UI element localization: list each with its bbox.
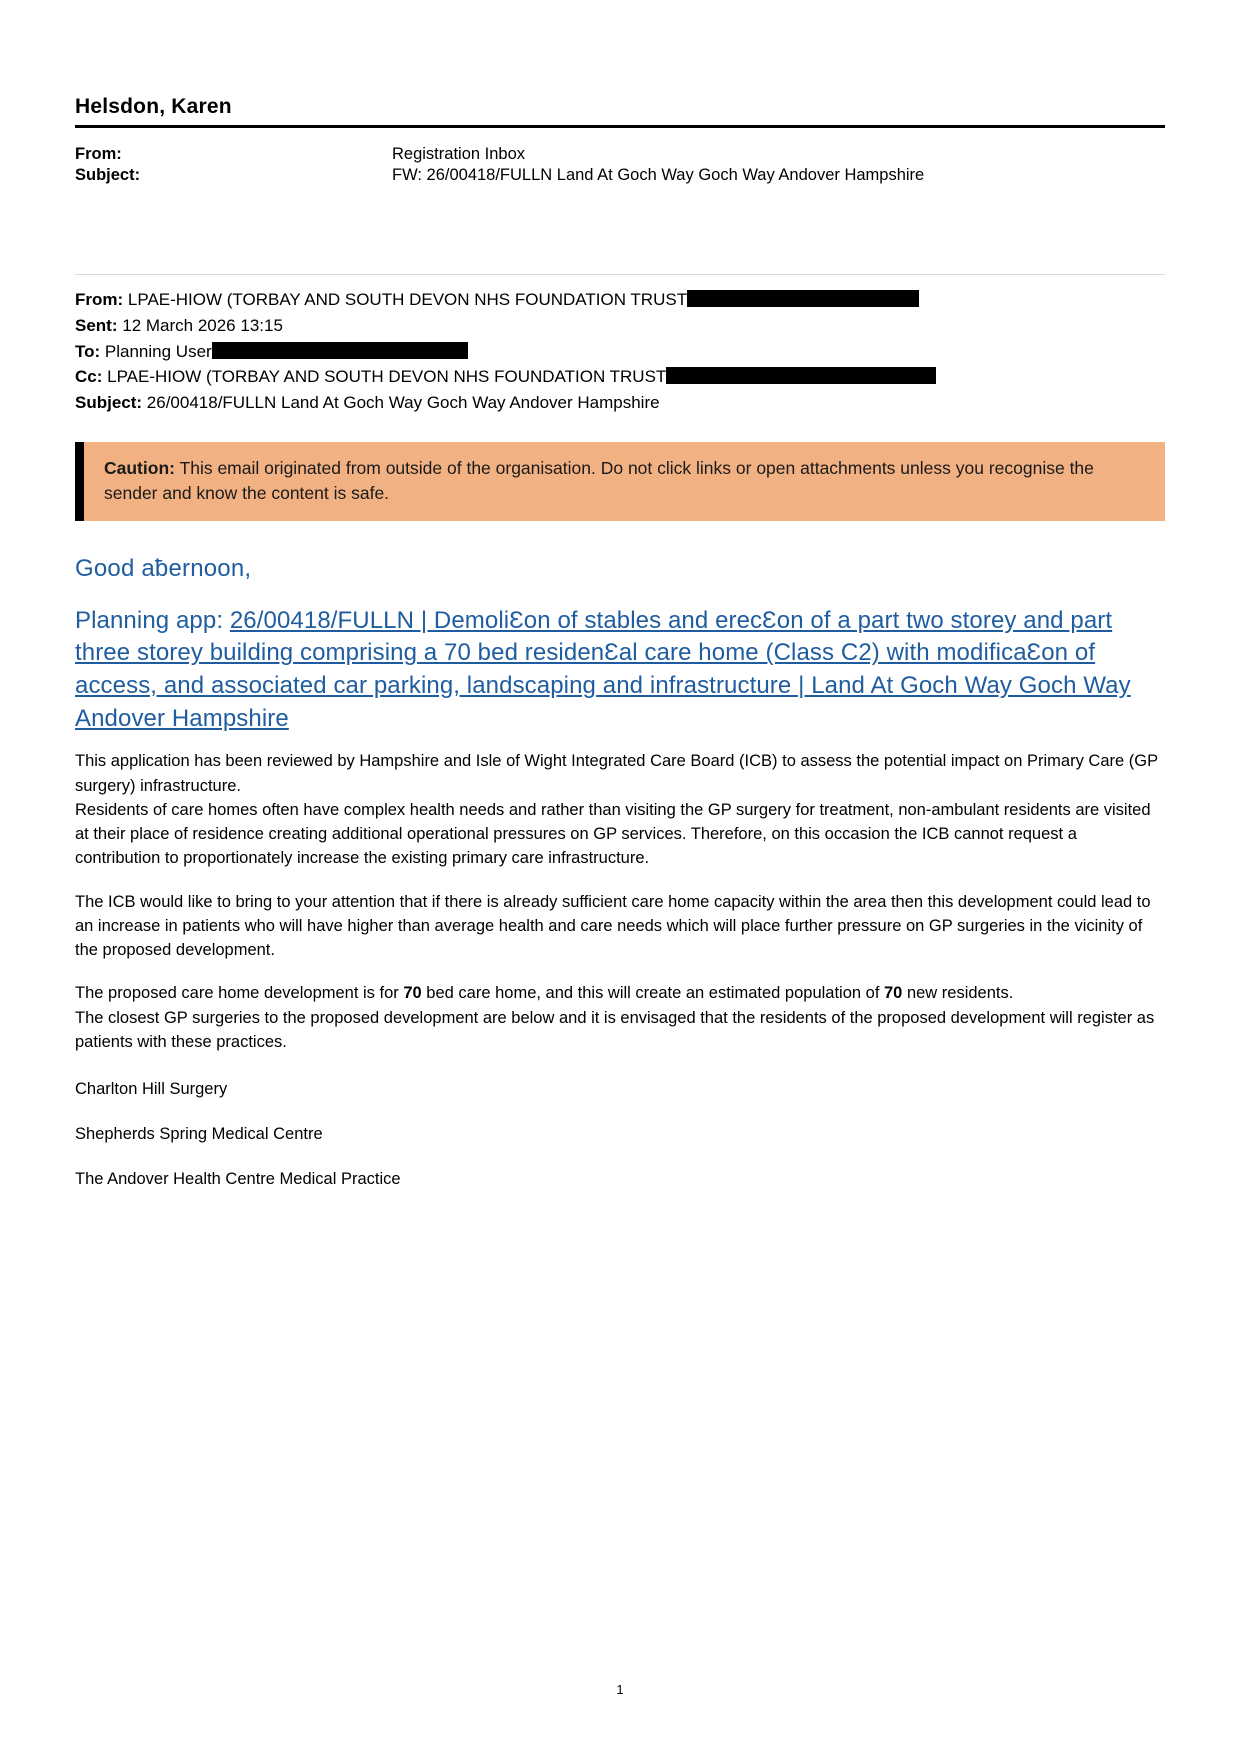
caution-label: Caution: <box>104 458 175 479</box>
care-home-text-1: The proposed care home development is for <box>75 984 404 1003</box>
paragraph-gap <box>75 871 1165 890</box>
original-sent-value: 12 March 2026 13:15 <box>122 315 283 335</box>
planning-app-line <box>75 605 1165 736</box>
planning-application-link[interactable]: 26/00418/FULLN | DemoliƐon of stables and erecƐon of a part two storey and part three storey building comprising a 70 bed residenƐal care home (Class C2) with modificaƐon of access, and associated car parking, landscaping and infrastructure | Land At Goch Way Goch Way Andover Hampshire <box>75 606 1131 732</box>
header-value-subject: FW: 26/00418/FULLN Land At Goch Way Goch Way Andover Hampshire <box>392 166 925 184</box>
original-from-line <box>75 287 1165 313</box>
header-label-from: From: <box>75 145 122 163</box>
section-divider <box>75 274 1165 275</box>
paragraph-review: This application has been reviewed by Hampshire and Isle of Wight Integrated Care Board (ICB) to assess the potential impact on Primary Care (GP surgery) infrastructure. <box>75 752 1158 795</box>
redaction-bar <box>666 367 936 384</box>
redaction-bar <box>212 342 468 359</box>
body-paragraphs <box>75 749 1165 1054</box>
paragraph-care-home-size <box>75 981 1165 1005</box>
paragraph-gap <box>75 962 1165 981</box>
page-number: 1 <box>616 1682 624 1697</box>
original-subject-value: 26/00418/FULLN Land At Goch Way Goch Way Andover Hampshire <box>146 393 660 413</box>
practice-item: Charlton Hill Surgery <box>75 1080 228 1099</box>
care-home-resident-count: 70 <box>884 984 903 1003</box>
original-cc-label: Cc: <box>75 367 103 387</box>
table-row <box>75 165 924 186</box>
care-home-text-3: new residents. <box>902 984 1014 1003</box>
original-to-label: To: <box>75 341 101 361</box>
planning-app-label: Planning app: <box>75 606 230 634</box>
original-sent-line <box>75 313 1165 339</box>
caution-text: This email originated from outside of the organisation. Do not click links or open attachments unless you recognise the sender and know the content is safe. <box>104 458 1094 503</box>
original-to-line <box>75 339 1165 365</box>
original-subject-line <box>75 390 1165 416</box>
practice-item: Shepherds Spring Medical Centre <box>75 1125 323 1144</box>
original-subject-label: Subject: <box>75 393 143 413</box>
original-from-label: From: <box>75 290 124 309</box>
header-label-subject: Subject: <box>75 166 141 184</box>
header-spacer <box>75 186 1165 274</box>
original-message-header <box>75 287 1165 416</box>
practice-item: The Andover Health Centre Medical Practice <box>75 1170 401 1189</box>
greeting-text: Good aƀernoon, <box>75 554 252 582</box>
header-value-from: Registration Inbox <box>392 145 525 163</box>
care-home-text-2: bed care home, and this will create an estimated population of <box>421 984 884 1003</box>
paragraph-capacity: The ICB would like to bring to your attention that if there is already sufficient care home capacity within the area then this development could lead to an increase in patients who will have higher than average health and care needs which will place further pressure on GP surgeries in the vicinity of the proposed development. <box>75 892 1151 960</box>
redaction-bar <box>687 290 919 307</box>
original-cc-line <box>75 364 1165 390</box>
paragraph-closest-surgeries: The closest GP surgeries to the proposed development are below and it is envisaged that the residents of the proposed development will register as patients with these practices. <box>75 1008 1155 1051</box>
paragraph-residents: Residents of care homes often have complex health needs and rather than visiting the GP surgery for treatment, non-ambulant residents are visited at their place of residence creating additional operational pressures on GP services. Therefore, on this occasion the ICB cannot request a contribution to proportionately increase the existing primary care infrastructure. <box>75 800 1151 868</box>
original-to-value: Planning User <box>104 341 212 361</box>
care-home-bed-count: 70 <box>403 984 422 1003</box>
original-cc-value: LPAE-HIOW (TORBAY AND SOUTH DEVON NHS FOUNDATION TRUST <box>107 367 667 387</box>
table-row <box>75 144 924 165</box>
page-title: Helsdon, Karen <box>75 95 232 118</box>
caution-banner <box>75 442 1165 521</box>
original-sent-label: Sent: <box>75 315 118 335</box>
original-from-value: LPAE-HIOW (TORBAY AND SOUTH DEVON NHS FOUNDATION TRUST <box>127 290 688 309</box>
mail-header-table <box>75 144 924 186</box>
title-divider <box>75 125 1165 128</box>
